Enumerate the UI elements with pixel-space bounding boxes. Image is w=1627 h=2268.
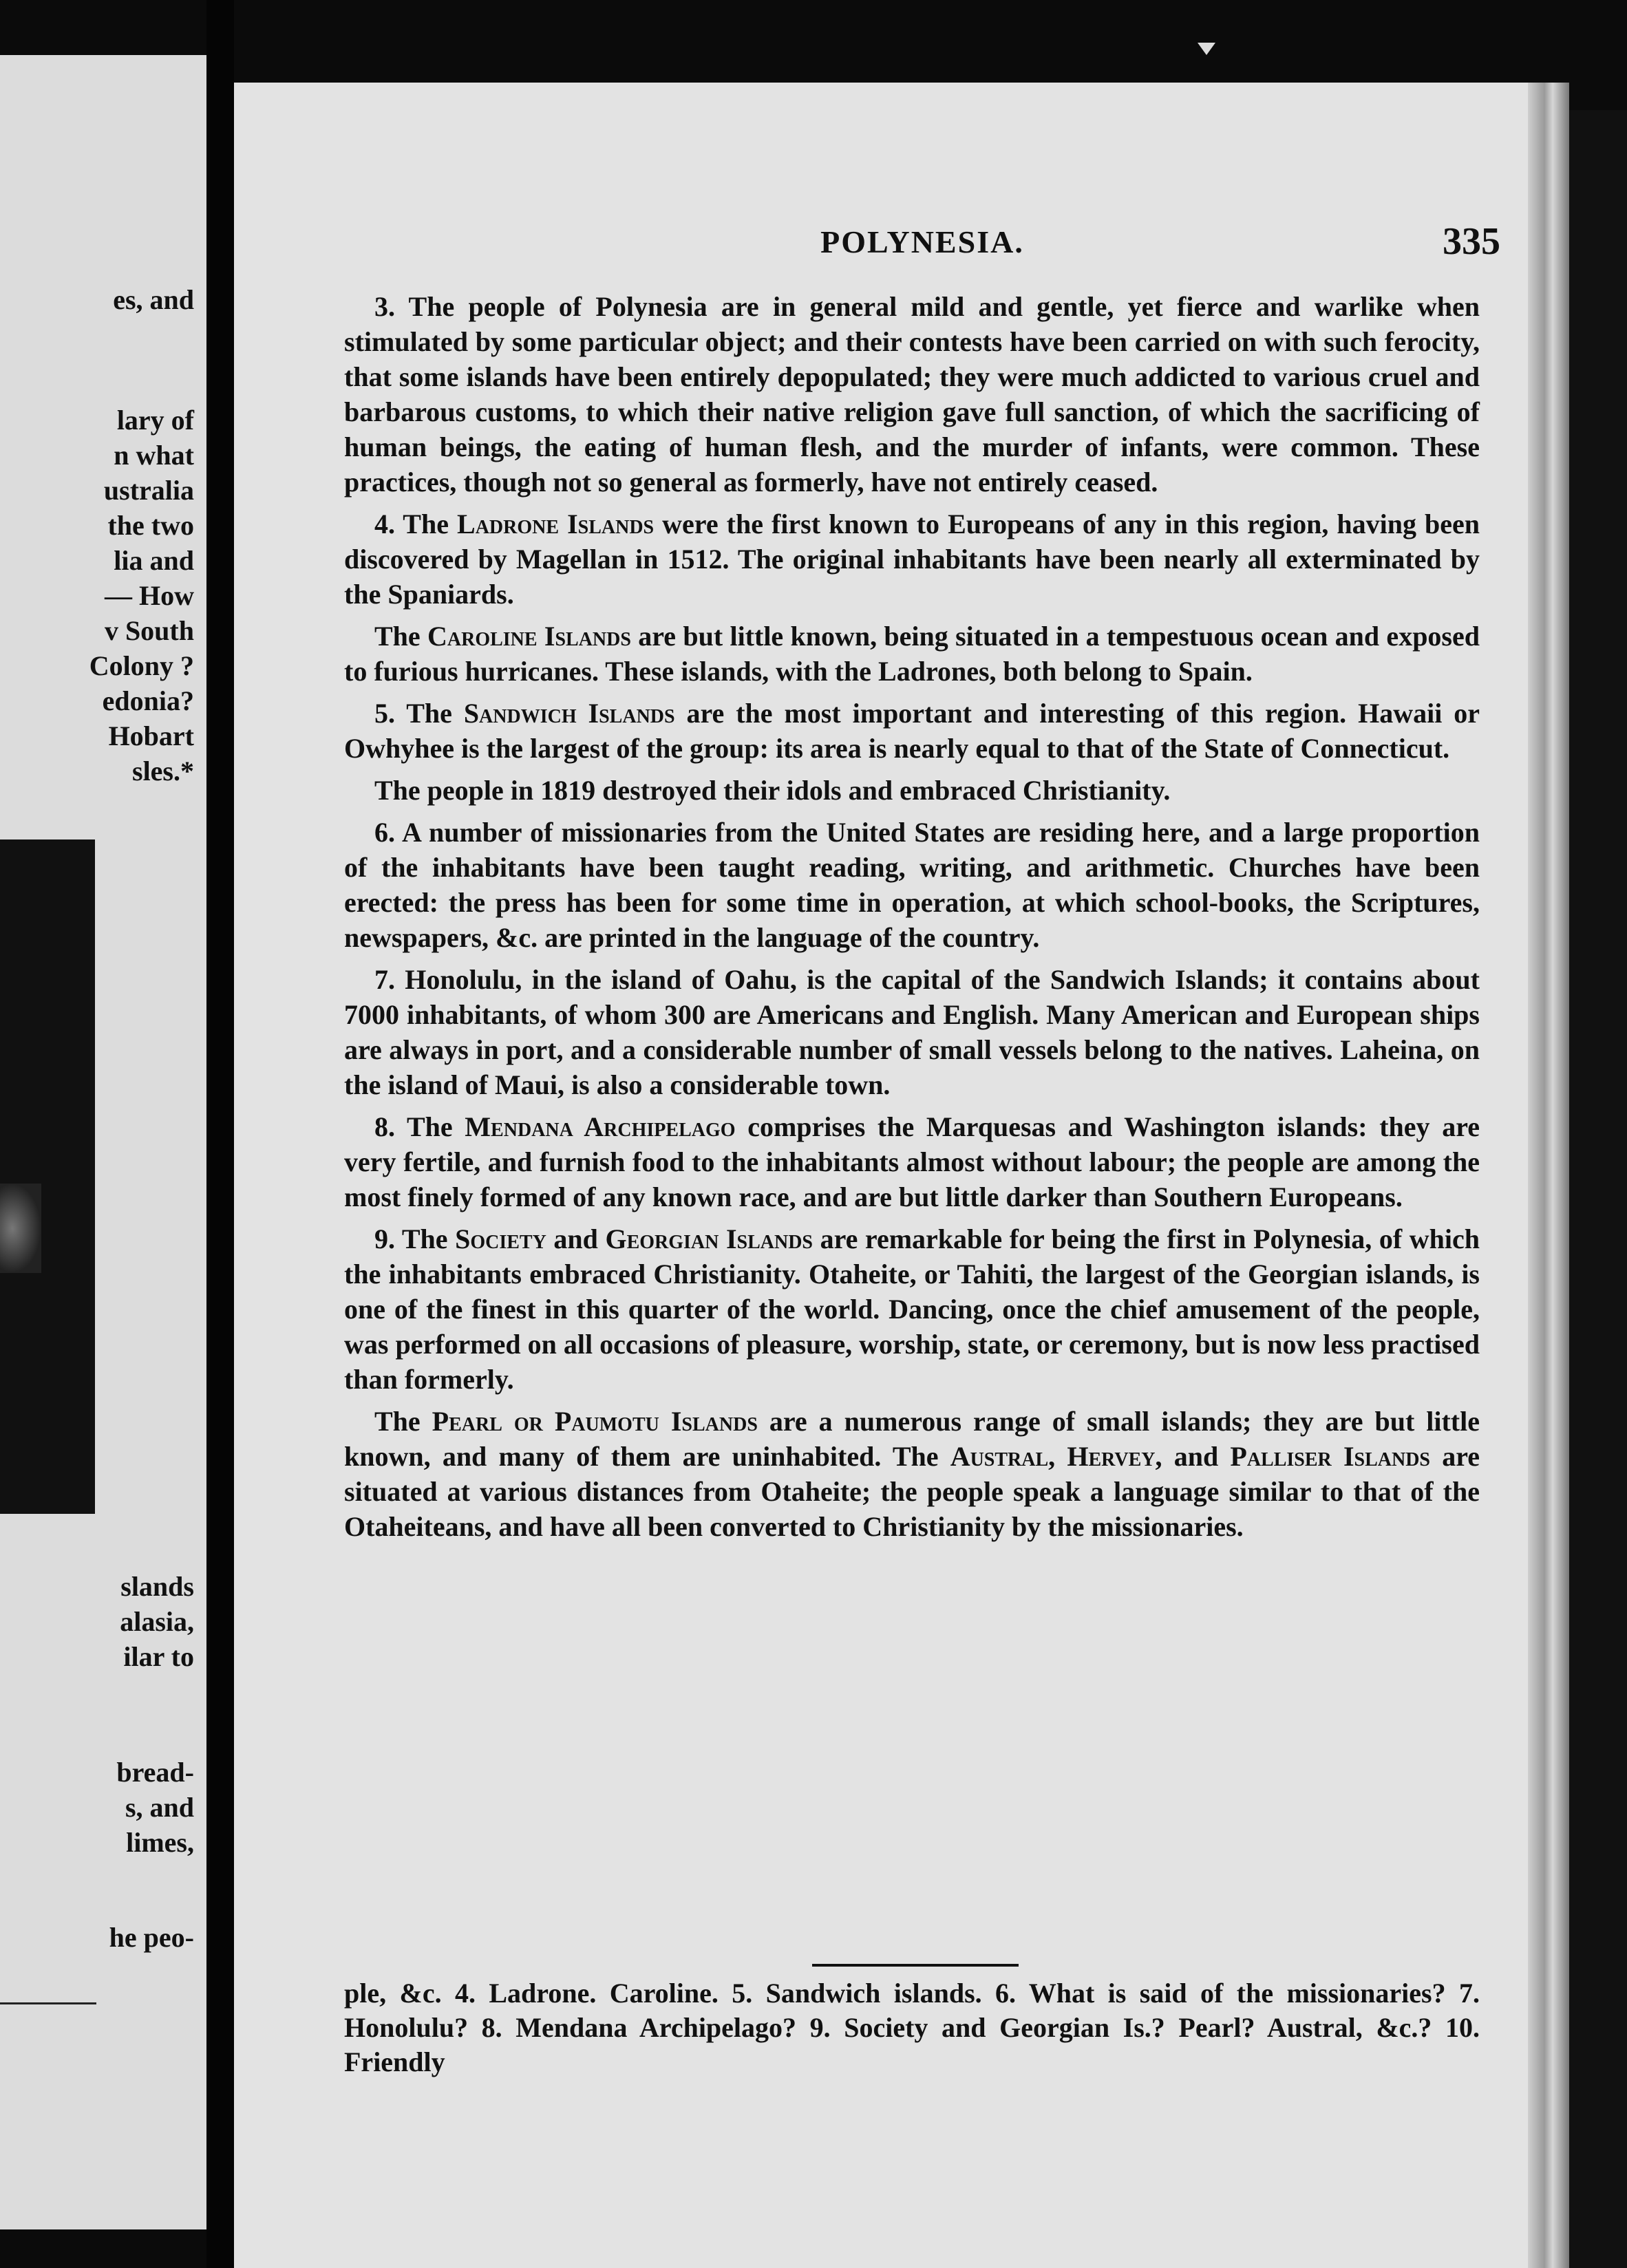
left-fragment: the two [107, 510, 194, 541]
left-fragment: edonia? [102, 685, 194, 716]
left-fragment: bread- [116, 1757, 194, 1788]
left-fragment: slands [120, 1571, 194, 1602]
book-gutter [206, 0, 234, 2268]
left-fragment: he peo- [109, 1922, 194, 1953]
paragraph-4b: The Caroline Islands are but little known, being situated in a tempestuous ocean and exposed to furious hurricanes. These islands, with the Ladrones, both belong to Spain. [344, 621, 1480, 687]
page-number: 335 [1443, 220, 1500, 263]
paragraph-5b: The people in 1819 destroyed their idols and embraced Christianity. [374, 775, 1171, 806]
paragraph-5: 5. The Sandwich Islands are the most important and interesting of this region. Hawaii or Owhyhee is the largest of the group: its area is nearly equal to that of the State of Connecticut. [344, 698, 1480, 764]
left-fragment: — How [105, 580, 194, 611]
paragraph-8: 8. The Mendana Archipelago comprises the Marquesas and Washington islands: they are very fertile, and furnish food to the inhabitants almost without labour; the people are among the most finely formed of any known race, and are but little darker than Southern Europeans. [344, 1111, 1480, 1212]
left-fragment: sles.* [132, 756, 194, 787]
left-fragment: n what [114, 440, 194, 471]
paragraph-4: 4. The Ladrone Islands were the first known to Europeans of any in this region, having been discovered by Magellan in 1512. The original inhabitants have been nearly all exterminated by the Spaniards. [344, 509, 1480, 610]
left-fragment: Colony ? [89, 650, 194, 681]
running-title: POLYNESIA. [820, 224, 1024, 259]
left-footnote-rule [0, 2002, 96, 2004]
left-fragment: lia and [114, 545, 194, 576]
paragraph-6: 6. A number of missionaries from the United States are residing here, and a large proportion of the inhabitants have been taught reading, writing, and arithmetic. Churches have been erected: the press has been for some time in operation, at which school-books, the Scriptures, newspapers, &c. are printed in the language of the country. [344, 817, 1480, 953]
paragraph-9: 9. The Society and Georgian Islands are remarkable for being the first in Polynesia, of which the inhabitants embraced Christianity. Otaheite, or Tahiti, the largest of the Georgian islands, is one of the finest in this quarter of the world. Dancing, once the chief amusement of the people, was performed on all occasions of pleasure, worship, state, or ceremony, but is now less practised than formerly. [344, 1223, 1480, 1395]
left-fragment: lary of [116, 405, 194, 436]
paragraph-7: 7. Honolulu, in the island of Oahu, is the capital of the Sandwich Islands; it contains about 7000 inhabitants, of whom 300 are Americans and English. Many American and European ships are always in port, and a considerable number of small vessels belong to the natives. Laheina, on the island of Maui, is also a considerable town. [344, 964, 1480, 1100]
paragraph-10: The Pearl or Paumotu Islands are a numerous range of small islands; they are but little known, and many of them are uninhabited. The Austral, Hervey, and Palliser Islands are situated at various distances from Otaheite; the people speak a language similar to that of the Otaheiteans, and have all been converted to Christianity by the missionaries. [344, 1406, 1480, 1542]
left-fragment: s, and [125, 1792, 194, 1823]
main-page [234, 83, 1528, 2268]
paragraph-3: 3. The people of Polynesia are in general mild and gentle, yet fierce and warlike when stimulated by some particular object; and their contests have been carried on with such ferocity, that some islands have been entirely depopulated; they were much addicted to various cruel and barbarous customs, to which their native religion gave full sanction, of which the sacrificing of human beings, the eating of human flesh, and the murder of infants, were common. These practices, though not so general as formerly, have not entirely ceased. [344, 291, 1480, 498]
left-illustration-highlight [0, 1184, 41, 1273]
left-fragment: Hobart [108, 720, 194, 751]
left-illustration [0, 839, 95, 1514]
book-cover-edge [1569, 110, 1627, 2268]
study-questions: ple, &c. 4. Ladrone. Caroline. 5. Sandwich islands. 6. What is said of the missionaries? 7. Honolulu? 8. Mendana Archipelago? 9. Society and Georgian Is.? Pearl? Austral, &c.? 10. Friendly [344, 1978, 1480, 2077]
left-fragment: v South [104, 615, 194, 646]
left-facing-page [0, 55, 206, 2229]
scan-corner-mark [1198, 43, 1215, 55]
left-fragment: limes, [126, 1827, 194, 1858]
left-fragment: ustralia [103, 475, 194, 506]
left-fragment: alasia, [120, 1606, 194, 1637]
page-edge [1528, 83, 1569, 2268]
body-text [344, 289, 1480, 1551]
page-header [344, 220, 1500, 279]
left-fragment: ilar to [123, 1641, 194, 1672]
questions-rule [812, 1964, 1019, 1967]
left-fragment: es, and [113, 284, 194, 315]
